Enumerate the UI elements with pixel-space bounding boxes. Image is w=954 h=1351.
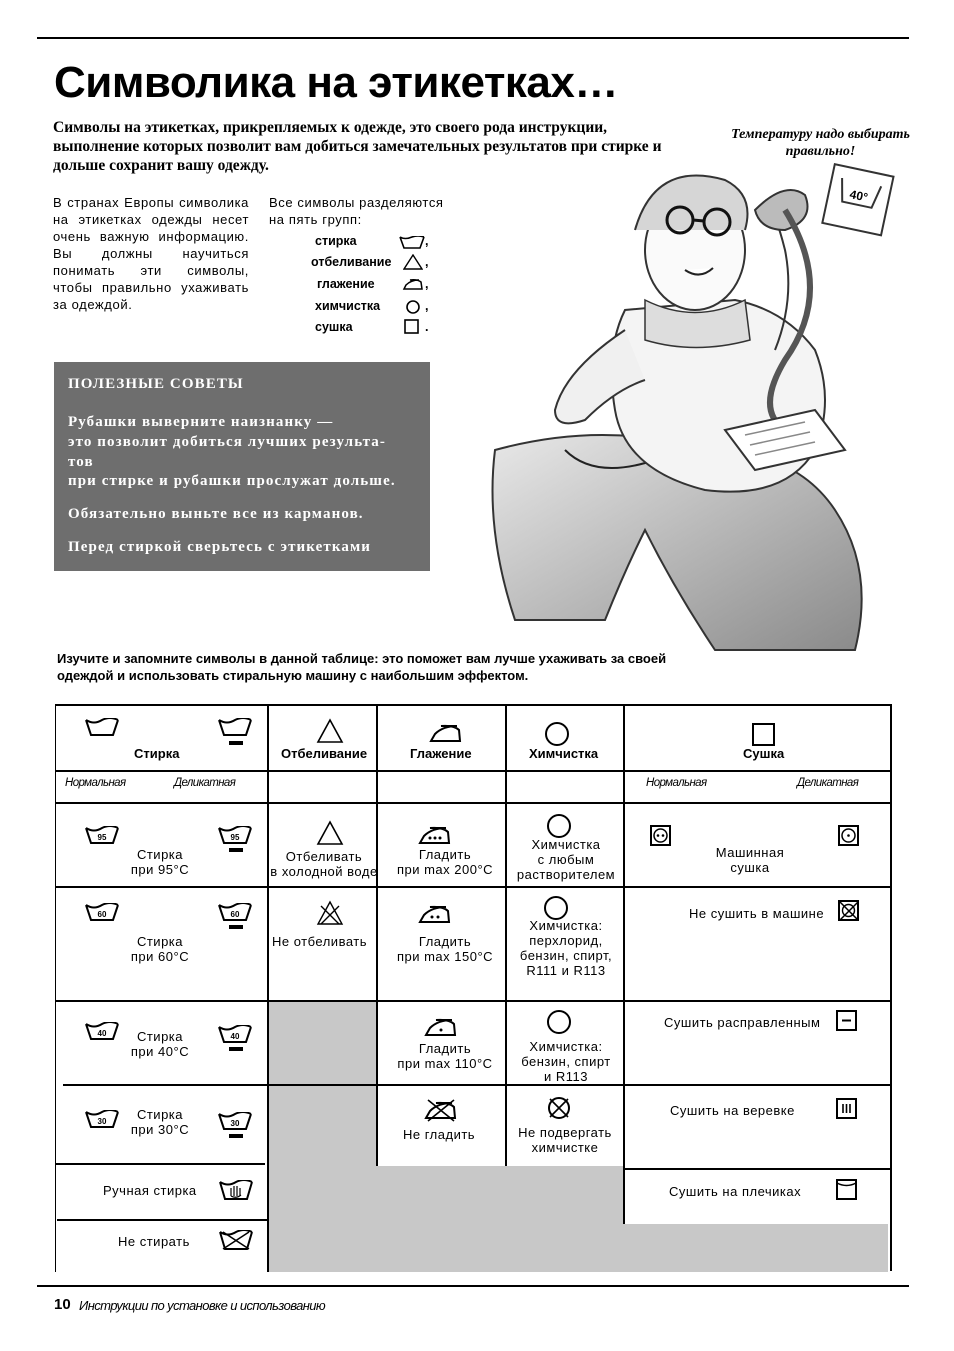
dryclean-f-label: Химчистка: бензин, спирт и R113: [521, 1039, 611, 1084]
header-dryclean: Химчистка: [529, 746, 599, 761]
row-divider: [55, 770, 892, 772]
triangle-icon: [316, 718, 344, 744]
iron-110-icon: [424, 1016, 458, 1038]
iron-110-label: Гладить при max 110°C: [397, 1041, 493, 1071]
no-tumble-dry-label: Не сушить в машине: [689, 906, 825, 921]
row-divider: [625, 1168, 890, 1170]
intro-column-right: Все символы разделяются на пять групп:: [269, 195, 444, 227]
square-icon: [751, 722, 777, 748]
row-divider: [55, 1000, 892, 1002]
tips-heading: ПОЛЕЗНЫЕ СОВЕТЫ: [68, 376, 244, 392]
dryclean-p-label: Химчистка: перхлорид, бензин, спирт, R111 и R113: [519, 918, 613, 978]
illustration-caption: Температуру надо выбирать правильно!: [731, 127, 910, 159]
temp-number: 30: [97, 1117, 107, 1126]
no-tumble-dry-icon: [838, 900, 860, 922]
header-dry: Сушка: [743, 746, 785, 761]
dryclean-any-label: Химчистка с любым растворителем: [516, 837, 616, 882]
iron-200-label: Гладить при max 200°C: [396, 847, 494, 877]
bleach-cold-label: Отбеливать в холодной воде: [270, 849, 378, 879]
header-bleach: Отбеливание: [281, 746, 368, 761]
wash-30-label: Стирка при 30°C: [130, 1107, 190, 1137]
row-divider: [55, 1163, 265, 1165]
tips-box: [54, 362, 430, 571]
group-label-bleach: отбеливание: [311, 255, 392, 269]
lead-paragraph: Символы на этикетках, прикрепляемых к одежде, это своего рода инструкции, выполнение которых позволит вам добиться замечательных результатов при стирке и дольше сохранит вашу одежду.: [53, 119, 662, 174]
line-dry-icon: [836, 1098, 858, 1120]
group-sep-bleach: ,: [425, 255, 429, 269]
bleach-cold-icon: [316, 820, 344, 846]
group-label-iron: глажение: [317, 277, 375, 291]
column-divider: [505, 704, 507, 1166]
washtub-delicate-icon: [218, 718, 252, 748]
row-divider: [55, 886, 892, 888]
group-sep-dryclean: ,: [425, 299, 429, 313]
table-top-border: [55, 704, 892, 706]
top-rule: [37, 37, 909, 39]
tumble-dry-delicate-icon: [838, 825, 860, 847]
group-label-wash: стирка: [315, 234, 357, 248]
no-wash-label: Не стирать: [118, 1234, 190, 1249]
tip-line: это позволит добиться лучших результа-: [68, 434, 386, 450]
tip-line: Перед стиркой сверьтесь с этикетками: [68, 539, 372, 555]
temp-number: 40: [230, 1032, 240, 1041]
temp-number: 30: [230, 1119, 240, 1128]
row-divider: [55, 802, 892, 804]
tumble-dry-label: Машинная сушка: [715, 845, 785, 875]
circle-icon: [405, 299, 421, 315]
subheader-dry-normal: Нормальная: [646, 777, 707, 789]
iron-icon: [429, 722, 463, 744]
tumble-dry-normal-icon: [650, 825, 672, 847]
triangle-icon: [403, 254, 423, 270]
group-sep-iron: ,: [425, 277, 429, 291]
illustration-temp-label: 40°: [848, 187, 870, 205]
tip-line: Обязательно выньте все из карманов.: [68, 506, 364, 522]
dry-flat-icon: [836, 1010, 858, 1032]
empty-cell: [376, 1166, 624, 1272]
no-wash-icon: [219, 1230, 253, 1252]
tip-line: при стирке и рубашки прослужат дольше.: [68, 473, 396, 489]
washtub-40-delicate-icon: [218, 1025, 252, 1055]
hang-dry-icon: [836, 1179, 858, 1201]
empty-cell: [269, 1002, 376, 1272]
row-divider: [63, 1084, 890, 1086]
column-divider: [623, 704, 625, 1224]
tip-line: тов: [68, 454, 94, 470]
iron-150-icon: [418, 903, 452, 925]
washtub-60-delicate-icon: [218, 903, 252, 933]
table-left-border: [55, 704, 56, 1272]
temp-number: 95: [230, 833, 240, 842]
woman-with-laundry-illustration: [455, 150, 895, 660]
washtub-60-icon: [85, 903, 119, 923]
subheader-normal: Нормальная: [65, 777, 126, 789]
page-number: 10: [54, 1296, 71, 1313]
dryclean-f-icon: [546, 1009, 572, 1035]
no-bleach-icon: [316, 900, 344, 926]
empty-cell: [624, 1224, 888, 1272]
hang-dry-label: Сушить на плечиках: [669, 1184, 802, 1199]
wash-40-label: Стирка при 40°C: [130, 1029, 190, 1059]
header-wash: Стирка: [134, 746, 180, 761]
footer-rule: [37, 1285, 909, 1287]
line-dry-label: Сушить на веревке: [670, 1103, 795, 1118]
group-label-dryclean: химчистка: [315, 299, 381, 313]
circle-icon: [544, 721, 570, 747]
footer-text: Инструкции по установке и использованию: [79, 1298, 326, 1313]
dry-flat-label: Сушить расправленным: [664, 1015, 821, 1030]
no-dryclean-label: Не подвергать химчистке: [518, 1125, 612, 1155]
hand-wash-label: Ручная стирка: [103, 1183, 197, 1198]
temp-number: 40: [97, 1029, 107, 1038]
no-bleach-label: Не отбеливать: [272, 934, 368, 949]
no-iron-label: Не гладить: [403, 1127, 476, 1142]
washtub-icon: [85, 718, 119, 738]
tip-line: Рубашки выверните наизнанку —: [68, 414, 334, 430]
washtub-95-delicate-icon: [218, 826, 252, 856]
column-divider: [376, 704, 378, 1166]
hand-wash-icon: [219, 1180, 253, 1202]
row-divider: [57, 1219, 267, 1221]
no-dryclean-icon: [546, 1096, 572, 1120]
washtub-icon: [399, 236, 425, 250]
square-icon: [404, 319, 420, 335]
subheader-delicate: Деликатная: [174, 777, 236, 789]
group-label-dry: сушка: [315, 320, 353, 334]
column-divider: [267, 704, 269, 1272]
iron-200-icon: [418, 824, 452, 846]
temp-number: 95: [97, 833, 107, 842]
group-sep-dry: .: [425, 320, 429, 334]
subheader-dry-delicate: Деликатная: [797, 777, 859, 789]
page-title: Символика на этикетках…: [54, 58, 618, 107]
iron-150-label: Гладить при max 150°C: [396, 934, 494, 964]
table-right-border: [890, 704, 892, 1271]
temp-number: 60: [97, 910, 107, 919]
iron-icon: [402, 277, 424, 291]
temp-number: 60: [230, 910, 240, 919]
washtub-30-delicate-icon: [218, 1112, 252, 1142]
group-sep-wash: ,: [425, 234, 429, 248]
dryclean-any-icon: [546, 813, 572, 839]
table-intro: Изучите и запомните символы в данной таблице: это поможет вам лучше ухаживать за своей одеждой и использовать стиральную машину с наибольшим эффектом.: [57, 651, 667, 683]
wash-95-label: Стирка при 95°C: [130, 847, 190, 877]
no-iron-icon: [424, 1098, 458, 1122]
washtub-95-icon: [85, 826, 119, 846]
wash-60-label: Стирка при 60°C: [130, 934, 190, 964]
intro-column-left: В странах Европы символика на этикетках одежды несет очень важную информацию. Вы должны научиться понимать эти символы, чтобы правильно ухаживать за одеждой.: [53, 195, 249, 312]
header-iron: Глажение: [410, 746, 472, 761]
